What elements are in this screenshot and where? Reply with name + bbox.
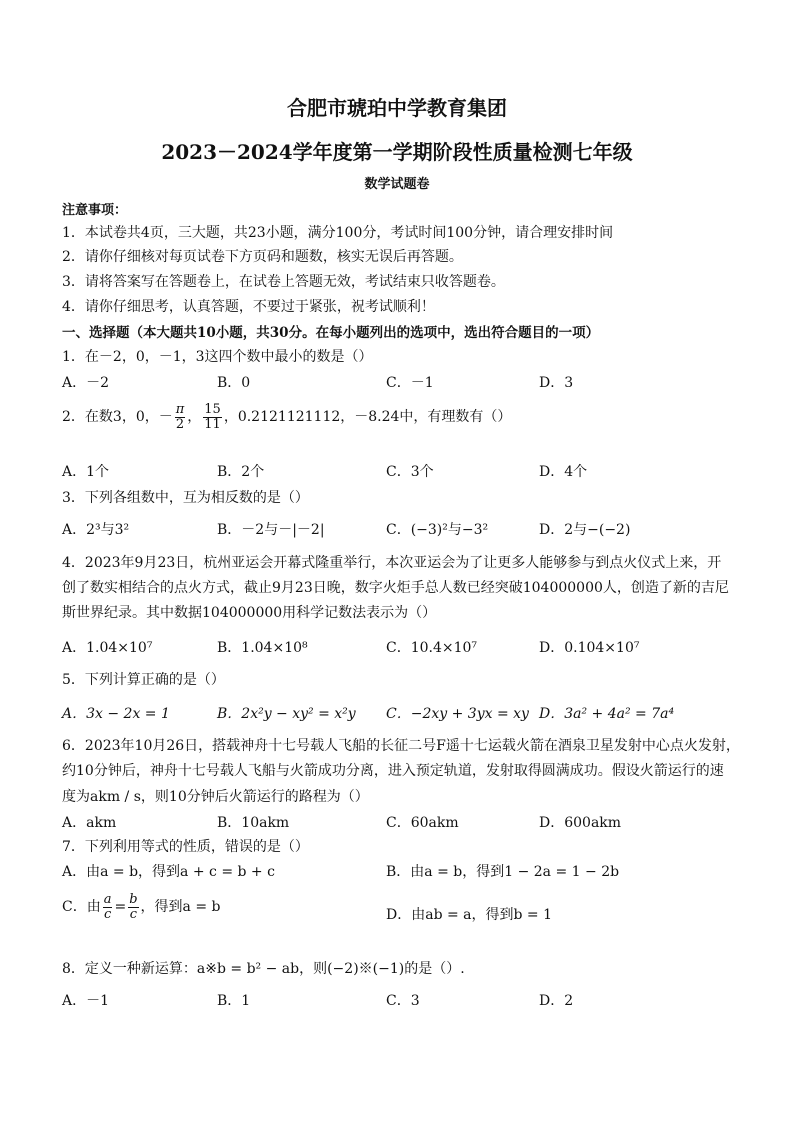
option-b: B．－2与－|－2| xyxy=(217,522,325,538)
option-c: C．－1 xyxy=(386,375,434,391)
stem-text: ，0.2121121112，－8.24中，有理数有（） xyxy=(223,409,512,426)
numerator: 15 xyxy=(204,402,221,417)
fraction-b-over-c xyxy=(128,893,138,921)
option-c: C．3个 xyxy=(386,464,434,480)
fraction-a-over-c xyxy=(103,893,113,921)
separator: ， xyxy=(187,409,202,426)
option-a: A．由a = b，得到a + c = b + c xyxy=(62,864,275,880)
note-item: 3．请将答案写在答题卷上，在试卷上答题无效，考试结束只收答题卷。 xyxy=(62,274,505,290)
question-stem-line: 创了数实相结合的点火方式，截止9月23日晚，数字火炬手总人数已经突破104000000人，创造了新的吉尼 xyxy=(62,580,729,596)
option-text: ，得到a = b xyxy=(140,899,221,916)
option-b: B．2个 xyxy=(217,464,265,480)
option-b: B．10akm xyxy=(217,815,290,831)
option-d: D．由ab = a，得到b = 1 xyxy=(386,907,553,923)
option-d: D．2 xyxy=(539,993,574,1009)
option-b: B．由a = b，得到1 − 2a = 1 − 2b xyxy=(386,864,620,880)
notes-title: 注意事项： xyxy=(62,203,128,218)
question-stem: 8．定义一种新运算：a※b = b² − ab，则(−2)※(−1)的是（）. xyxy=(62,961,465,977)
option-a: A．－1 xyxy=(62,993,110,1009)
numerator: a xyxy=(103,892,112,907)
option-b: B．1 xyxy=(217,993,251,1009)
option-c: C．(−3)²与−3² xyxy=(386,522,489,538)
option-b: B．0 xyxy=(217,375,251,391)
option-c xyxy=(62,893,221,921)
option-b: B．2x²y − xy² = x²y xyxy=(217,706,356,722)
option-a: A．－2 xyxy=(62,375,110,391)
question-stem: 3．下列各组数中，互为相反数的是（） xyxy=(62,490,309,506)
option-a: A．1个 xyxy=(62,464,110,480)
denominator: c xyxy=(103,906,112,922)
option-a: A．1.04×10⁷ xyxy=(62,640,153,656)
question-stem: 7．下列利用等式的性质，错误的是（） xyxy=(62,839,309,855)
option-c: C．3 xyxy=(386,993,420,1009)
school-title: 合肥市琥珀中学教育集团 xyxy=(287,96,507,120)
option-a: A．3x − 2x = 1 xyxy=(62,706,170,722)
subject-title: 数学试题卷 xyxy=(364,177,430,192)
exam-title: 2023－2024学年度第一学期阶段性质量检测七年级 xyxy=(161,140,633,164)
question-stem-line: 6．2023年10月26日，搭载神舟十七号载人飞船的长征二号F遥十七运载火箭在酒泉卫星发射中心点火发射， xyxy=(62,738,740,754)
question-stem-line: 度为akm / s，则10分钟后火箭运行的路程为（） xyxy=(62,789,369,805)
option-a: A．2³与3² xyxy=(62,522,130,538)
option-c: C．−2xy + 3yx = xy xyxy=(386,706,529,722)
option-text: C．由 xyxy=(62,899,101,916)
equals-sign: = xyxy=(114,899,127,916)
option-d: D．4个 xyxy=(539,464,588,480)
fraction-pi-over-2 xyxy=(175,403,186,431)
option-d: D．3 xyxy=(539,375,574,391)
note-item: 2．请你仔细核对每页试卷下方页码和题数，核实无误后再答题。 xyxy=(62,249,463,265)
denominator: 11 xyxy=(204,416,221,432)
question-stem-line: 4．2023年9月23日，杭州亚运会开幕式隆重举行，本次亚运会为了让更多人能够参与到点火仪式上来，开 xyxy=(62,555,722,571)
question-stem-line: 约10分钟后，神舟十七号载人飞船与火箭成功分离，进入预定轨道，发射取得圆满成功。假设火箭运行的速 xyxy=(62,763,724,779)
option-a: A．akm xyxy=(62,815,117,831)
question-stem: 5．下列计算正确的是（） xyxy=(62,672,225,688)
option-d: D．600akm xyxy=(539,815,622,831)
fraction-15-over-11 xyxy=(203,403,222,431)
minus-sign: － xyxy=(158,409,173,426)
stem-text: 2．在数3，0， xyxy=(62,409,159,426)
option-d: D．0.104×10⁷ xyxy=(539,640,640,656)
note-item: 4．请你仔细思考，认真答题，不要过于紧张，祝考试顺利！ xyxy=(62,299,435,315)
numerator: π xyxy=(175,402,185,417)
question-stem-line: 斯世界纪录。其中数据104000000用科学记数法表示为（） xyxy=(62,605,437,621)
question-stem xyxy=(62,403,511,431)
question-stem: 1．在－2，0，－1，3这四个数中最小的数是（） xyxy=(62,349,373,365)
option-d: D．3a² + 4a² = 7a⁴ xyxy=(539,706,675,722)
option-c: C．10.4×10⁷ xyxy=(386,640,478,656)
option-b: B．1.04×10⁸ xyxy=(217,640,308,656)
option-c: C．60akm xyxy=(386,815,459,831)
denominator: 2 xyxy=(175,416,185,432)
option-d: D．2与−(−2) xyxy=(539,522,631,538)
numerator: b xyxy=(129,892,138,907)
note-item: 1．本试卷共4页，三大题，共23小题，满分100分，考试时间100分钟，请合理安排时间 xyxy=(62,225,614,241)
section-title: 一、选择题（本大题共10小题，共30分。在每小题列出的选项中，选出符合题目的一项） xyxy=(62,325,600,341)
denominator: c xyxy=(129,906,138,922)
